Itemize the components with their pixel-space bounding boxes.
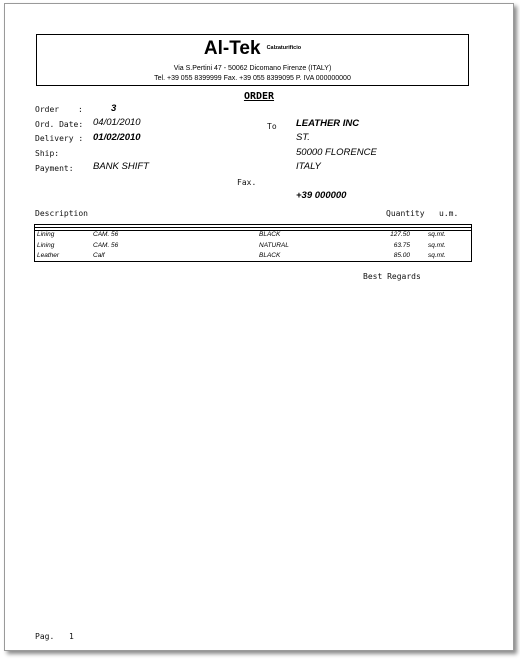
recipient-city: 50000 FLORENCE [296,147,377,158]
payment-label: Payment: [35,164,74,173]
quantity-header: Quantity [386,209,425,218]
to-label: To [267,122,277,131]
order-date-label: Ord. Date: [35,120,84,129]
company-contacts: Tel. +39 055 8399999 Fax. +39 055 8399095 P. IVA 000000000 [154,75,351,82]
fax-value: +39 000000 [296,190,347,201]
company-name: Al-Tek [203,38,261,59]
row-quantity: 63.75 [393,242,410,249]
row-article: CAM. 56 [93,231,119,238]
description-header: Description [35,209,88,218]
order-number: 3 [111,103,117,114]
row-type: Lining [37,242,55,249]
row-color: BLACK [259,231,281,238]
row-color: BLACK [259,252,281,259]
company-address: Via S.Pertini 47 - 50062 Dicomano Firenze (ITALY) [173,65,332,72]
row-color: NATURAL [259,242,289,249]
ship-label: Ship: [35,149,60,158]
order-separator: : [78,105,83,114]
row-um: sq.mt. [428,242,446,249]
company-subtitle: Calzaturificio [266,45,302,51]
company-heading [37,38,468,60]
row-um: sq.mt. [428,231,446,238]
order-label: Order [35,105,60,114]
delivery-value: 01/02/2010 [93,132,141,143]
items-table [34,224,472,262]
closing-text: Best Regards [363,272,421,281]
order-date-value: 04/01/2010 [93,117,141,128]
row-um: sq.mt. [428,252,446,259]
row-quantity: 85.00 [393,252,410,259]
recipient-country: ITALY [296,161,321,172]
page-number: 1 [69,632,74,641]
row-type: Leather [37,252,60,259]
um-header: u.m. [439,209,459,218]
row-type: Lining [37,231,55,238]
row-article: Calf [93,252,105,259]
delivery-label: Delivery : [35,134,84,143]
payment-value: BANK SHIFT [93,161,149,172]
page-label: Pag. [35,632,55,641]
fax-label: Fax. [237,178,257,187]
letterhead-box [36,34,469,86]
document-page [4,3,514,651]
row-quantity: 127.50 [390,231,410,238]
document-title: ORDER [243,91,275,102]
row-article: CAM. 56 [93,242,119,249]
recipient-name: LEATHER INC [296,118,360,129]
recipient-street: ST. [296,132,310,143]
